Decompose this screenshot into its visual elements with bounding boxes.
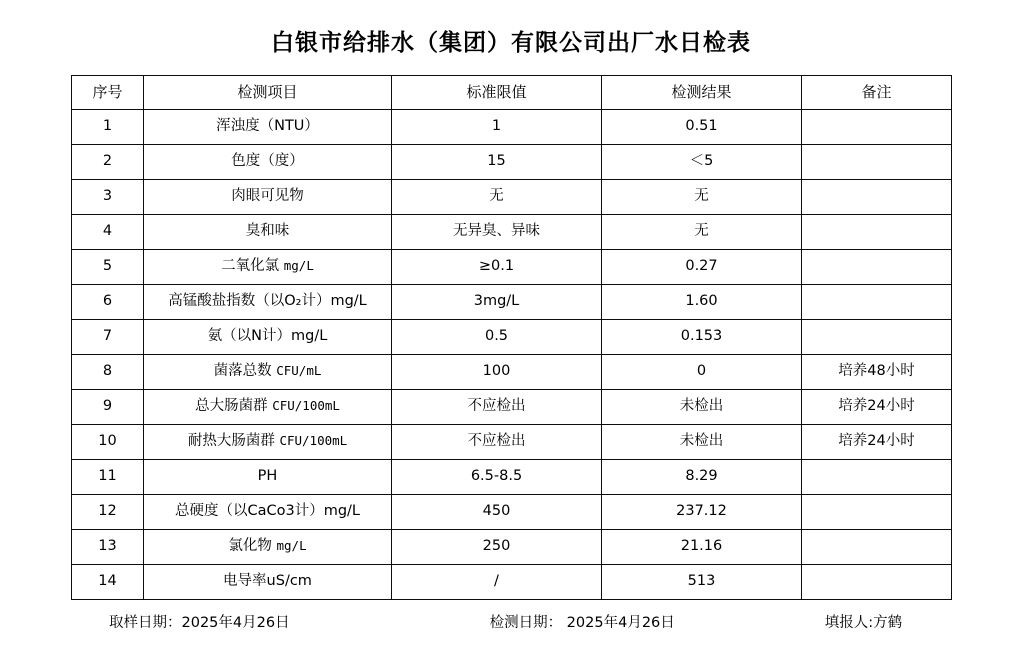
table-row bbox=[72, 355, 952, 390]
table-row bbox=[72, 250, 952, 285]
item-unit: mg/L bbox=[276, 538, 307, 554]
cell-item bbox=[144, 530, 392, 565]
table-row bbox=[72, 320, 952, 355]
cell-result: 8.29 bbox=[602, 460, 802, 495]
cell-item bbox=[144, 390, 392, 425]
cell-note bbox=[802, 460, 952, 495]
cell-item bbox=[144, 145, 392, 180]
item-unit: CFU/100mL bbox=[279, 433, 348, 449]
cell-item bbox=[144, 250, 392, 285]
cell-standard: ≥0.1 bbox=[392, 250, 602, 285]
cell-result: 21.16 bbox=[602, 530, 802, 565]
cell-item bbox=[144, 180, 392, 215]
test-date-value: 2025年4月26日 bbox=[562, 615, 675, 631]
item-name: 总大肠菌群 bbox=[195, 398, 268, 415]
cell-no: 12 bbox=[72, 495, 144, 530]
item-name: 氨（以N计）mg/L bbox=[207, 328, 328, 345]
cell-item bbox=[144, 565, 392, 600]
cell-standard: 100 bbox=[392, 355, 602, 390]
cell-result: 未检出 bbox=[602, 390, 802, 425]
item-name: PH bbox=[257, 468, 278, 485]
cell-standard: 3mg/L bbox=[392, 285, 602, 320]
cell-note bbox=[802, 530, 952, 565]
item-unit: CFU/100mL bbox=[272, 398, 340, 414]
cell-result: 0 bbox=[602, 355, 802, 390]
cell-note bbox=[802, 250, 952, 285]
cell-result: 1.60 bbox=[602, 285, 802, 320]
cell-no: 3 bbox=[72, 180, 144, 215]
cell-no: 9 bbox=[72, 390, 144, 425]
cell-standard: 450 bbox=[392, 495, 602, 530]
table-row bbox=[72, 530, 952, 565]
item-name: 电导率uS/cm bbox=[223, 573, 312, 590]
cell-note: 培养24小时 bbox=[802, 390, 952, 425]
item-unit: CFU/mL bbox=[276, 363, 322, 379]
cell-standard: 6.5-8.5 bbox=[392, 460, 602, 495]
table-row bbox=[72, 110, 952, 145]
cell-note bbox=[802, 215, 952, 250]
column-header-note: 备注 bbox=[802, 76, 952, 110]
cell-note bbox=[802, 285, 952, 320]
cell-standard: 1 bbox=[392, 110, 602, 145]
filler-value: 方鹤 bbox=[873, 615, 903, 631]
filler-block bbox=[825, 611, 902, 632]
cell-item bbox=[144, 285, 392, 320]
cell-item bbox=[144, 460, 392, 495]
cell-no: 7 bbox=[72, 320, 144, 355]
cell-no: 4 bbox=[72, 215, 144, 250]
cell-item bbox=[144, 425, 392, 460]
item-unit: mg/L bbox=[283, 258, 314, 274]
cell-no: 8 bbox=[72, 355, 144, 390]
table-row bbox=[72, 215, 952, 250]
cell-item bbox=[144, 495, 392, 530]
footer-row bbox=[71, 600, 951, 632]
page-title: 白银市给排水（集团）有限公司出厂水日检表 bbox=[271, 30, 751, 56]
cell-standard: 0.5 bbox=[392, 320, 602, 355]
cell-item bbox=[144, 320, 392, 355]
item-name: 色度（度） bbox=[231, 153, 304, 170]
cell-note bbox=[802, 180, 952, 215]
cell-no: 11 bbox=[72, 460, 144, 495]
table-row bbox=[72, 285, 952, 320]
cell-result: 237.12 bbox=[602, 495, 802, 530]
item-name: 二氧化氯 bbox=[221, 258, 280, 275]
table-header-row bbox=[72, 76, 952, 110]
table-row bbox=[72, 565, 952, 600]
cell-standard: 不应检出 bbox=[392, 425, 602, 460]
item-name: 高锰酸盐指数（以O₂计）mg/L bbox=[168, 293, 367, 310]
cell-no: 6 bbox=[72, 285, 144, 320]
cell-note bbox=[802, 495, 952, 530]
item-name: 总硬度（以CaCo3计）mg/L bbox=[174, 503, 361, 520]
table-row bbox=[72, 460, 952, 495]
water-quality-table bbox=[71, 75, 952, 600]
cell-result: 0.51 bbox=[602, 110, 802, 145]
cell-result: 无 bbox=[602, 180, 802, 215]
table-row bbox=[72, 145, 952, 180]
cell-item bbox=[144, 215, 392, 250]
sample-date-block bbox=[109, 611, 290, 632]
cell-standard: 无 bbox=[392, 180, 602, 215]
item-name: 浑浊度（NTU） bbox=[216, 118, 319, 135]
cell-standard: / bbox=[392, 565, 602, 600]
cell-result: 无 bbox=[602, 215, 802, 250]
cell-standard: 250 bbox=[392, 530, 602, 565]
item-name: 菌落总数 bbox=[213, 363, 272, 380]
cell-note bbox=[802, 320, 952, 355]
cell-item bbox=[144, 355, 392, 390]
table-row bbox=[72, 180, 952, 215]
table-body bbox=[72, 110, 952, 600]
item-name: 臭和味 bbox=[245, 223, 290, 240]
item-name: 耐热大肠菌群 bbox=[187, 433, 275, 450]
table-row bbox=[72, 495, 952, 530]
cell-item bbox=[144, 110, 392, 145]
column-header-std: 标准限值 bbox=[392, 76, 602, 110]
report-table-container bbox=[71, 75, 951, 600]
column-header-no: 序号 bbox=[72, 76, 144, 110]
sample-date-value: 2025年4月26日 bbox=[181, 615, 290, 631]
cell-no: 10 bbox=[72, 425, 144, 460]
cell-standard: 不应检出 bbox=[392, 390, 602, 425]
filler-label: 填报人: bbox=[824, 615, 874, 631]
cell-note bbox=[802, 145, 952, 180]
test-date-label: 检测日期： bbox=[489, 615, 563, 631]
item-name: 氯化物 bbox=[228, 538, 272, 555]
table-header bbox=[72, 76, 952, 110]
table-row bbox=[72, 425, 952, 460]
test-date-block bbox=[490, 611, 675, 632]
item-name: 肉眼可见物 bbox=[231, 188, 304, 205]
column-header-result: 检测结果 bbox=[602, 76, 802, 110]
cell-no: 2 bbox=[72, 145, 144, 180]
cell-no: 14 bbox=[72, 565, 144, 600]
cell-result: 0.153 bbox=[602, 320, 802, 355]
cell-standard: 无异臭、异味 bbox=[392, 215, 602, 250]
cell-result: 0.27 bbox=[602, 250, 802, 285]
cell-standard: 15 bbox=[392, 145, 602, 180]
cell-result: 未检出 bbox=[602, 425, 802, 460]
cell-note: 培养48小时 bbox=[802, 355, 952, 390]
cell-result: 513 bbox=[602, 565, 802, 600]
cell-no: 5 bbox=[72, 250, 144, 285]
cell-result: ＜5 bbox=[602, 145, 802, 180]
cell-no: 13 bbox=[72, 530, 144, 565]
cell-no: 1 bbox=[72, 110, 144, 145]
table-row bbox=[72, 390, 952, 425]
column-header-item: 检测项目 bbox=[144, 76, 392, 110]
cell-note: 培养24小时 bbox=[802, 425, 952, 460]
cell-note bbox=[802, 110, 952, 145]
sample-date-label: 取样日期： bbox=[109, 615, 182, 631]
cell-note bbox=[802, 565, 952, 600]
